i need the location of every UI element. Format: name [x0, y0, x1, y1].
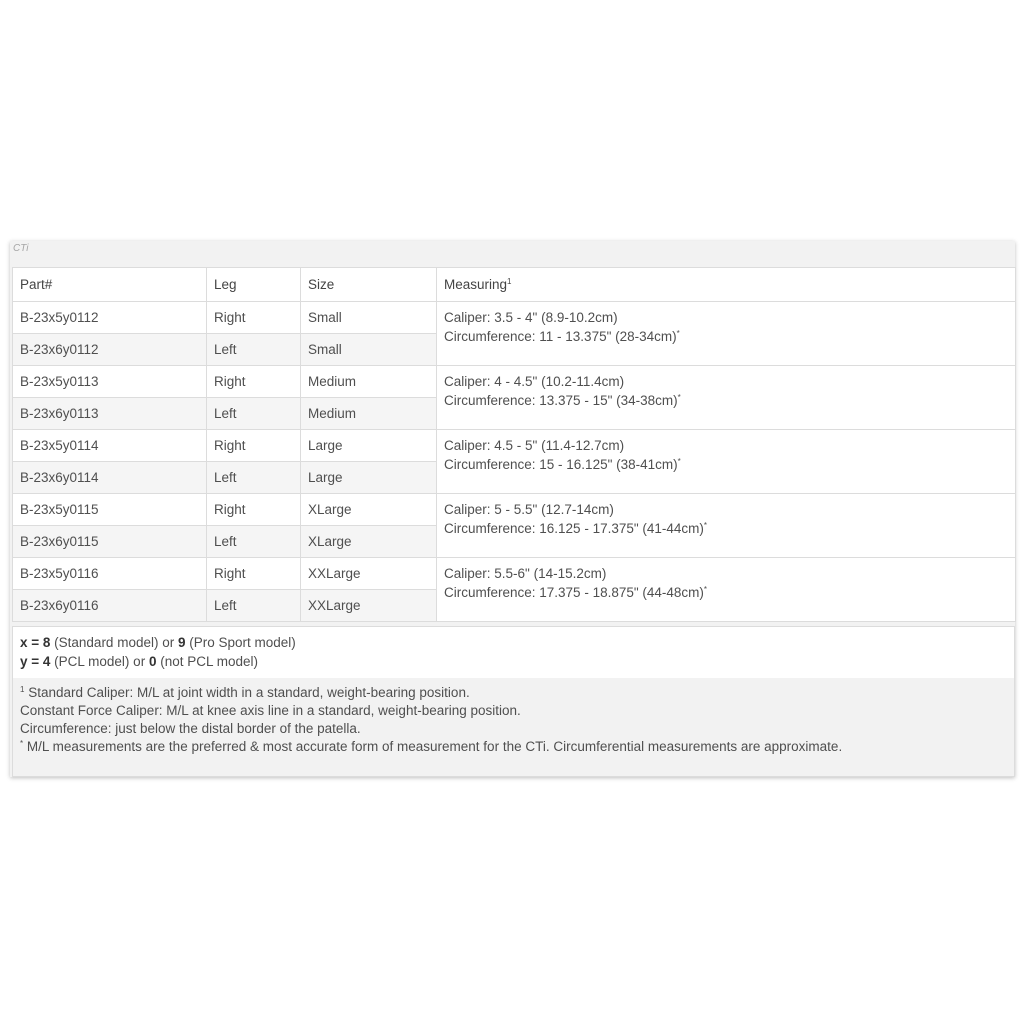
cell-leg: Left — [207, 526, 301, 558]
header-leg: Leg — [207, 268, 301, 302]
cell-part: B-23x6y0114 — [13, 462, 207, 494]
cell-leg: Right — [207, 494, 301, 526]
footnote-circumference: Circumference: just below the distal border of the patella. — [20, 721, 361, 736]
cell-part: B-23x6y0115 — [13, 526, 207, 558]
cell-size: Large — [301, 462, 437, 494]
cell-size: Medium — [301, 398, 437, 430]
cell-measuring — [437, 494, 1016, 558]
sizing-table — [12, 267, 1016, 622]
cell-part: B-23x5y0115 — [13, 494, 207, 526]
cell-size: Medium — [301, 366, 437, 398]
table-row — [13, 494, 1016, 526]
table-row — [13, 366, 1016, 398]
cell-part: B-23x5y0116 — [13, 558, 207, 590]
cell-size: XXLarge — [301, 558, 437, 590]
caliper-range: Caliper: 5.5-6" (14-15.2cm) — [444, 566, 607, 581]
table-row — [13, 558, 1016, 590]
header-measuring-label: Measuring — [444, 277, 508, 292]
cell-leg: Left — [207, 462, 301, 494]
circumference-range: Circumference: 11 - 13.375" (28-34cm)* — [444, 329, 680, 344]
cell-size: XLarge — [301, 526, 437, 558]
cell-leg: Right — [207, 366, 301, 398]
cell-part: B-23x5y0114 — [13, 430, 207, 462]
sizing-chart-panel — [10, 241, 1015, 777]
circumference-range: Circumference: 16.125 - 17.375" (41-44cm)* — [444, 521, 708, 536]
cell-size: Large — [301, 430, 437, 462]
cell-part: B-23x6y0113 — [13, 398, 207, 430]
caliper-range: Caliper: 3.5 - 4" (8.9-10.2cm) — [444, 310, 618, 325]
footnotes — [12, 678, 1015, 777]
circumference-range: Circumference: 17.375 - 18.875" (44-48cm)* — [444, 585, 708, 600]
cell-leg: Right — [207, 558, 301, 590]
circumference-range: Circumference: 13.375 - 15" (34-38cm)* — [444, 393, 681, 408]
cell-size: XLarge — [301, 494, 437, 526]
legend-y: y = 4 (PCL model) or 0 (not PCL model) — [20, 654, 258, 669]
circumference-range: Circumference: 15 - 16.125" (38-41cm)* — [444, 457, 681, 472]
cell-leg: Right — [207, 430, 301, 462]
header-measuring-footnote: 1 — [507, 277, 512, 286]
table-header-row — [13, 268, 1016, 302]
table-row — [13, 302, 1016, 334]
cell-leg: Left — [207, 590, 301, 622]
header-size: Size — [301, 268, 437, 302]
table-caption: CTi — [13, 243, 29, 254]
cell-part: B-23x5y0113 — [13, 366, 207, 398]
cell-leg: Left — [207, 398, 301, 430]
legend-x: x = 8 (Standard model) or 9 (Pro Sport model) — [20, 635, 296, 650]
header-measuring — [437, 268, 1016, 302]
cell-part: B-23x6y0112 — [13, 334, 207, 366]
footnote-constant-force: Constant Force Caliper: M/L at knee axis line in a standard, weight-bearing position. — [20, 703, 521, 718]
cell-size: Small — [301, 302, 437, 334]
cell-leg: Left — [207, 334, 301, 366]
cell-size: XXLarge — [301, 590, 437, 622]
cell-measuring — [437, 558, 1016, 622]
table-row — [13, 430, 1016, 462]
caliper-range: Caliper: 4.5 - 5" (11.4-12.7cm) — [444, 438, 625, 453]
cell-measuring — [437, 302, 1016, 366]
caliper-range: Caliper: 5 - 5.5" (12.7-14cm) — [444, 502, 614, 517]
cell-measuring — [437, 430, 1016, 494]
cell-measuring — [437, 366, 1016, 430]
cell-size: Small — [301, 334, 437, 366]
cell-part: B-23x6y0116 — [13, 590, 207, 622]
footnote-ml-preferred: * M/L measurements are the preferred & most accurate form of measurement for the CTi. Circumferential measurements are approximate. — [20, 739, 843, 754]
model-code-legend — [12, 626, 1015, 685]
footnote-standard-caliper: $^1$ Standard Caliper: M/L at joint width in a standard, weight-bearing position. — [20, 685, 470, 700]
header-part: Part# — [13, 268, 207, 302]
caliper-range: Caliper: 4 - 4.5" (10.2-11.4cm) — [444, 374, 625, 389]
cell-leg: Right — [207, 302, 301, 334]
cell-part: B-23x5y0112 — [13, 302, 207, 334]
